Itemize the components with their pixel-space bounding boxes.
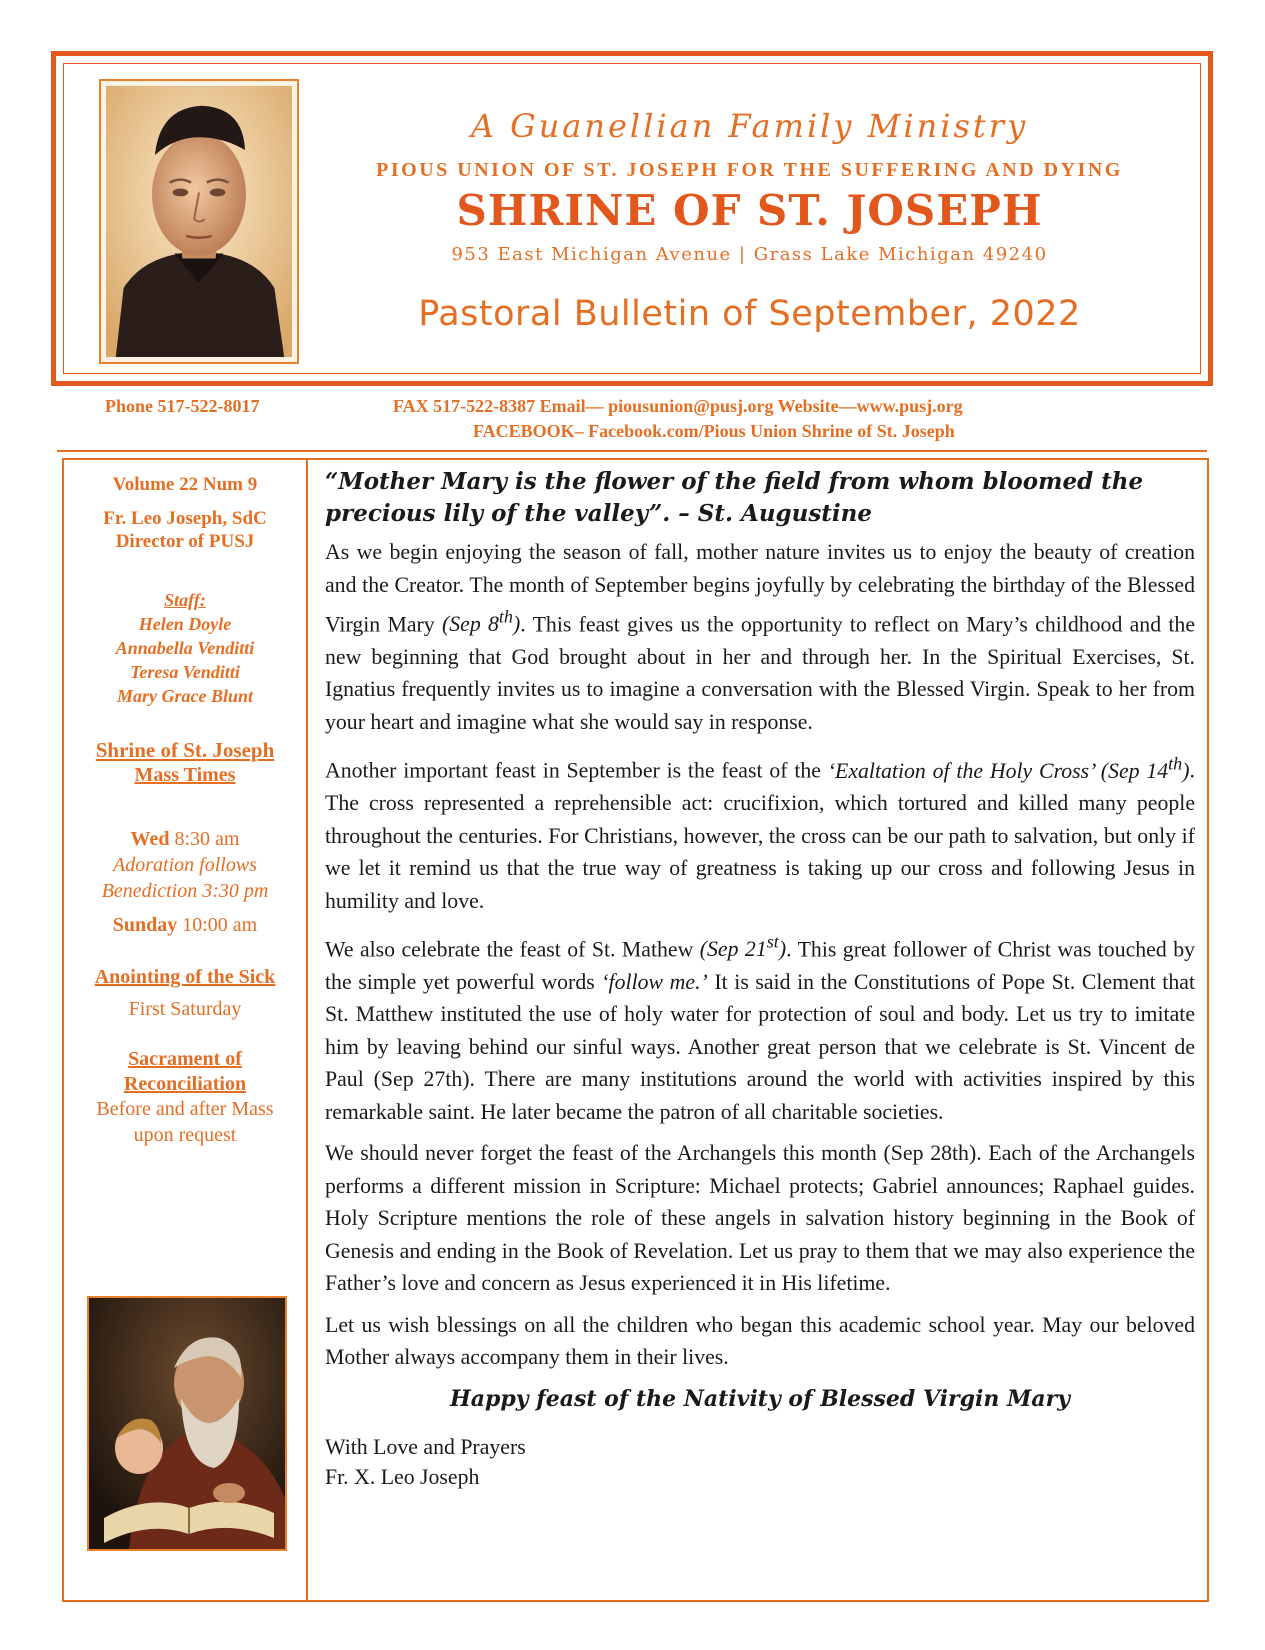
paragraph-3-text: We also celebrate the feast of St. Mathew [325, 937, 700, 962]
exaltation-date-close: ) [1182, 758, 1190, 783]
reconciliation-schedule: Before and after Mass [96, 1098, 274, 1120]
follow-me-quote: ‘follow me.’ [601, 969, 708, 994]
sunday-time: 10:00 am [182, 914, 258, 936]
opening-quote: “Mother Mary is the flower of the field from whom bloomed the precious lily of the valley”. – St. Augustine [325, 468, 1144, 527]
benediction-time: Benediction 3:30 pm [101, 880, 269, 902]
director-title: Director of PUSJ [115, 531, 255, 552]
reconciliation-subheading[interactable]: Reconciliation [123, 1073, 247, 1095]
paragraph-3-continued: . This great follower of Christ was touched by the simple yet powerful words [325, 937, 1195, 994]
fax-email-website: FAX 517-522-8387 Email— piousunion@pusj.org Website—www.pusj.org [393, 396, 963, 416]
nativity-date [441, 607, 521, 637]
staff-member: Helen Doyle [138, 614, 232, 634]
paragraph-2-text: Another important feast in September is the feast of the [325, 758, 828, 783]
paragraph-1 [325, 536, 1195, 738]
staff-heading: Staff: [164, 590, 206, 610]
reconciliation-heading[interactable]: Sacrament of [128, 1048, 242, 1070]
sunday-mass [64, 914, 306, 937]
paragraph-2-continued: . The cross represented a reprehensible act: crucifixion, which tortured and killed many people throughout the centuries. For Christians, however, the cross can be our path to salvation, but only if we let it remind us that the true way of greatness is taking up our cross and following Jesus in humility and love. [325, 758, 1195, 913]
masthead-inner-border [63, 63, 1201, 374]
wednesday-time: 8:30 am [174, 828, 240, 850]
st-mathew-date-text: (Sep 21 [699, 937, 767, 962]
shrine-address: 953 East Michigan Avenue | Grass Lake Michigan 49240 [451, 244, 1048, 265]
nativity-date-suffix: th [498, 607, 514, 627]
nativity-date-text: (Sep 8 [441, 612, 499, 637]
paragraph-3-end: It is said in the Constitutions of Pope St. Clement that St. Matthew instituted the use of holy water for protection of soul and body. Let us try to imitate him by leaving behind our sinful ways. Another great person that we celebrate is St. Vincent de Paul (Sep 27th). There are many institutions around the world with activities inspired by this remarkable saint. He later became the patron of all charitable societies. [325, 969, 1195, 1124]
st-mathew-date [699, 932, 787, 962]
anointing-schedule: First Saturday [128, 998, 242, 1020]
column-divider [306, 458, 308, 1602]
paragraph-2 [325, 747, 1195, 917]
phone-number: Phone 517-522-8017 [105, 396, 260, 416]
sunday-label: Sunday [112, 914, 178, 936]
saint-with-angel-image [89, 1298, 285, 1549]
paragraph-1-text: As we begin enjoying the season of fall, mother nature invites us to enjoy the beauty of creation and the Creator. The month of September begins joyfully by celebrating the birthday of the Blessed Virgin Mary [325, 540, 1195, 637]
paragraph-5: Let us wish blessings on all the children who began this academic school year. May our beloved Mother always accompany them in their lives. [325, 1312, 1195, 1370]
paragraph-3 [325, 926, 1195, 1128]
mass-times-heading[interactable]: Shrine of St. Joseph [95, 738, 275, 762]
masthead [51, 51, 1213, 386]
volume-number: Volume 22 Num 9 [112, 474, 258, 495]
founder-portrait-image [106, 86, 292, 357]
shrine-name: SHRINE OF ST. JOSEPH [456, 186, 1043, 235]
director-name: Fr. Leo Joseph, SdC [103, 508, 267, 529]
exaltation-date-suffix: th [1168, 753, 1183, 774]
pastoral-letter [325, 466, 1195, 1492]
st-mathew-date-suffix: st [766, 932, 779, 953]
staff-member: Teresa Venditti [130, 662, 240, 682]
wednesday-label: Wed [130, 828, 170, 850]
nativity-date-close: ) [513, 612, 521, 637]
bulletin-title: Pastoral Bulletin of September, 2022 [418, 294, 1081, 334]
staff-member: Mary Grace Blunt [116, 686, 253, 706]
founder-portrait [99, 79, 299, 364]
paragraph-4: We should never forget the feast of the Archangels this month (Sep 28th). Each of the Archangels performs a different mission in Scripture: Michael protects; Gabriel announces; Raphael guides. Holy Scripture mentions the role of these angels in salvation history beginning in the Book of Genesis and ending in the Book of Revelation. Let us pray to them that we may also experience the Father’s love and concern as Jesus experienced it in His lifetime. [325, 1141, 1195, 1296]
staff-member: Annabella Venditti [115, 638, 255, 658]
closing-blessing: Happy feast of the Nativity of Blessed Virgin Mary [450, 1385, 1070, 1412]
anointing-heading[interactable]: Anointing of the Sick [94, 966, 276, 988]
wednesday-mass [64, 828, 306, 851]
exaltation-feast-text: ‘Exaltation of the Holy Cross’ (Sep 14 [827, 758, 1169, 783]
paragraph-1-continued: . This feast gives us the opportunity to reflect on Mary’s childhood and the new beginning that God brought about in her and through her. In the Spiritual Exercises, St. Ignatius frequently invites us to imagine a conversation with the Blessed Virgin. Speak to her from your heart and imagine what she would say in response. [325, 612, 1195, 734]
exaltation-feast [827, 753, 1190, 783]
ministry-tagline: A Guanellian Family Ministry [470, 107, 1029, 145]
union-name: PIOUS UNION OF ST. JOSEPH FOR THE SUFFERING AND DYING [376, 159, 1123, 181]
st-mathew-date-close: ) [778, 937, 787, 962]
header-divider [57, 450, 1207, 452]
facebook-link: FACEBOOK– Facebook.com/Pious Union Shrine of St. Joseph [473, 421, 955, 441]
adoration-note: Adoration follows [113, 854, 257, 876]
signoff-line: With Love and Prayers [325, 1434, 526, 1459]
mass-times-subheading[interactable]: Mass Times [134, 764, 236, 786]
reconciliation-schedule-note: upon request [133, 1124, 237, 1146]
signoff-author: Fr. X. Leo Joseph [325, 1464, 480, 1489]
saint-with-angel-painting [87, 1296, 287, 1551]
